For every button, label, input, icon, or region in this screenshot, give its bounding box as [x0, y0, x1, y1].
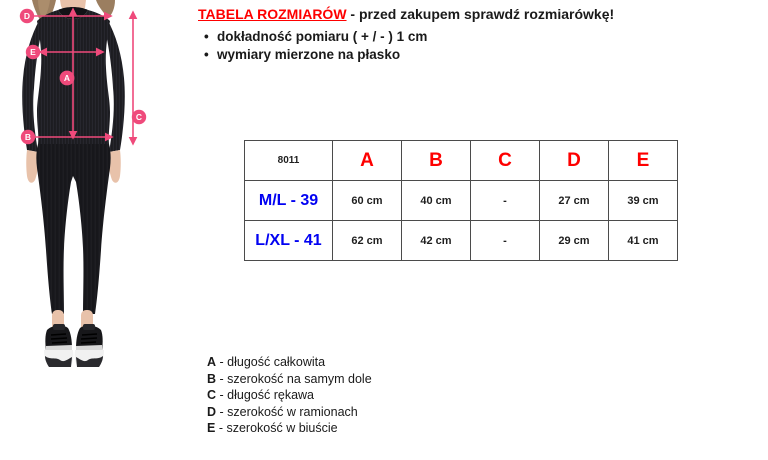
size-table-row	[245, 221, 678, 261]
note-item: • dokładność pomiaru ( + / - ) 1 cm	[204, 28, 427, 46]
size-label: L/XL - 41	[245, 221, 333, 261]
measurement-value: 42 cm	[402, 221, 471, 261]
measurement-value: 29 cm	[540, 221, 609, 261]
measurement-value: 39 cm	[609, 181, 678, 221]
legend-text: szerokość w ramionach	[227, 404, 358, 419]
model-leggings	[36, 144, 110, 314]
legend-separator: -	[216, 355, 228, 369]
legend-letter: C	[207, 388, 217, 402]
column-header-c: C	[471, 141, 540, 181]
product-code: 8011	[245, 141, 333, 181]
legend-item	[207, 404, 372, 421]
legend-item	[207, 371, 372, 388]
measurement-legend	[207, 354, 372, 437]
measure-marker-d-label: D	[23, 11, 31, 21]
measurement-value: 60 cm	[333, 181, 402, 221]
column-header-e: E	[609, 141, 678, 181]
legend-separator: -	[216, 388, 228, 402]
size-table-header-row	[245, 141, 678, 181]
page-title	[198, 6, 614, 22]
legend-letter: A	[207, 355, 217, 369]
column-header-a: A	[333, 141, 402, 181]
legend-item	[207, 420, 372, 437]
legend-text: szerokość w biuście	[226, 421, 338, 435]
measure-marker-c-label: C	[135, 112, 143, 122]
measurement-notes	[204, 28, 427, 64]
measurement-value: -	[471, 181, 540, 221]
page-title-highlight: TABELA ROZMIARÓW	[198, 6, 347, 22]
measure-marker-b-label: B	[24, 132, 32, 142]
size-table	[244, 140, 678, 261]
legend-separator: -	[216, 371, 228, 386]
legend-separator: -	[215, 421, 227, 435]
measurement-value: 41 cm	[609, 221, 678, 261]
legend-letter: D	[207, 404, 217, 419]
legend-item	[207, 387, 372, 404]
legend-letter: B	[207, 371, 217, 386]
legend-separator: -	[216, 404, 228, 419]
model-sneakers	[44, 324, 104, 367]
measurement-value: -	[471, 221, 540, 261]
measurement-value: 62 cm	[333, 221, 402, 261]
legend-text: szerokość na samym dole	[227, 371, 372, 386]
measurement-value: 40 cm	[402, 181, 471, 221]
column-header-d: D	[540, 141, 609, 181]
measure-marker-e-label: E	[30, 47, 36, 57]
size-table-row	[245, 181, 678, 221]
column-header-b: B	[402, 141, 471, 181]
measurement-value: 27 cm	[540, 181, 609, 221]
legend-letter: E	[207, 421, 216, 435]
size-label: M/L - 39	[245, 181, 333, 221]
model-photo	[0, 0, 200, 460]
legend-text: długość całkowita	[227, 355, 326, 369]
page-title-rest: - przed zakupem sprawdź rozmiarówkę!	[346, 6, 615, 22]
note-item: • wymiary mierzone na płasko	[204, 46, 427, 64]
legend-item	[207, 354, 372, 371]
measure-marker-a-label: A	[63, 73, 71, 83]
legend-text: długość rękawa	[227, 388, 314, 402]
